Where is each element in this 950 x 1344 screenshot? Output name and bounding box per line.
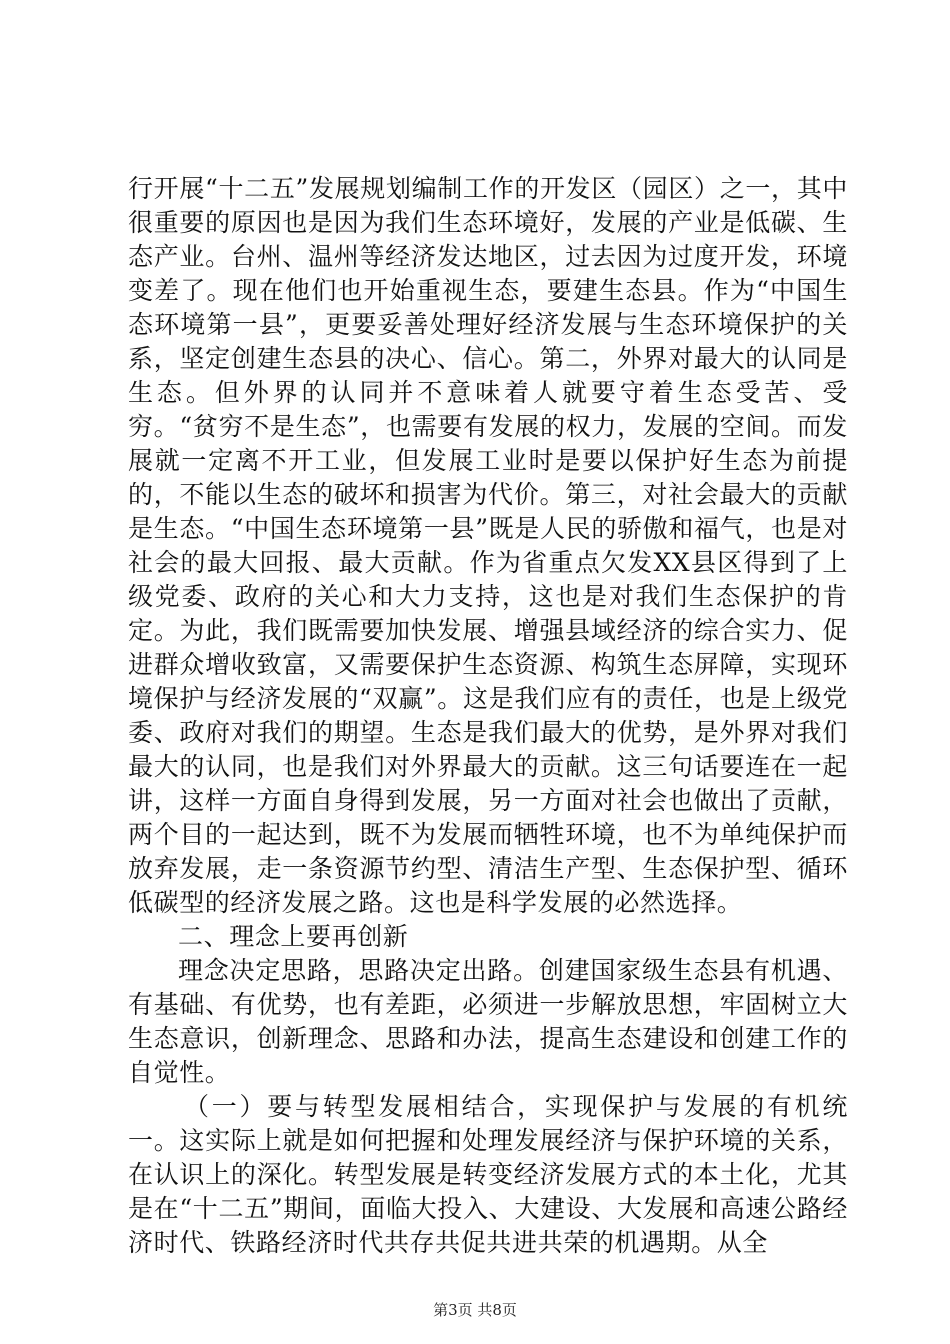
paragraph-continuation: 行开展“十二五”发展规划编制工作的开发区（园区）之一，其中很重要的原因也是因为我们生态环境好，发展的产业是低碳、生态产业。台州、温州等经济发达地区，过去因为过度开发，环境变差了。现在他们也开始重视生态，要建生态县。作为“中国生态环境第一县”，更要妥善处理好经济发展与生态环境保护的关系，坚定创建生态县的决心、信心。第二，外界对最大的认同是生态。但外界的认同并不意味着人就要守着生态受苦、受穷。“贫穷不是生态”，也需要有发展的权力，发展的空间。而发展就一定离不开工业，但发展工业时是要以保护好生态为前提的，不能以生态的破坏和损害为代价。第三，对社会最大的贡献是生态。“中国生态环境第一县”既是人民的骄傲和福气，也是对社会的最大回报、最大贡献。作为省重点欠发XX县区得到了上级党委、政府的关心和大力支持，这也是对我们生态保护的肯定。为此，我们既需要加快发展、增强县域经济的综合实力、促进群众增收致富，又需要保护生态资源、构筑生态屏障，实现环境保护与经济发展的“双赢”。这是我们应有的责任，也是上级党委、政府对我们的期望。生态是我们最大的优势，是外界对我们最大的认同，也是我们对外界最大的贡献。这三句话要连在一起讲，这样一方面自身得到发展，另一方面对社会也做出了贡献，两个目的一起达到，既不为发展而牺牲环境，也不为单纯保护而放弃发展，走一条资源节约型、清洁生产型、生态保护型、循环低碳型的经济发展之路。这也是科学发展的必然选择。 — [128, 174, 848, 917]
section-heading: 二、理念上要再创新 — [178, 922, 409, 951]
document-body — [128, 172, 848, 1260]
paragraph-intro: 理念决定思路，思路决定出路。创建国家级生态县有机遇、有基础、有优势，也有差距，必须进一步解放思想，牢固树立大生态意识，创新理念、思路和办法，提高生态建设和创建工作的自觉性。 — [128, 956, 848, 1087]
page-number-footer: 第3页 共8页 — [433, 1301, 517, 1319]
paragraph-subsection-1: （一）要与转型发展相结合，实现保护与发展的有机统一。这实际上就是如何把握和处理发展经济与保护环境的关系，在认识上的深化。转型发展是转变经济发展方式的本土化，尤其是在“十二五”期间，面临大投入、大建设、大发展和高速公路经济时代、铁路经济时代共存共促共进共荣的机遇期。从全 — [128, 1092, 848, 1257]
